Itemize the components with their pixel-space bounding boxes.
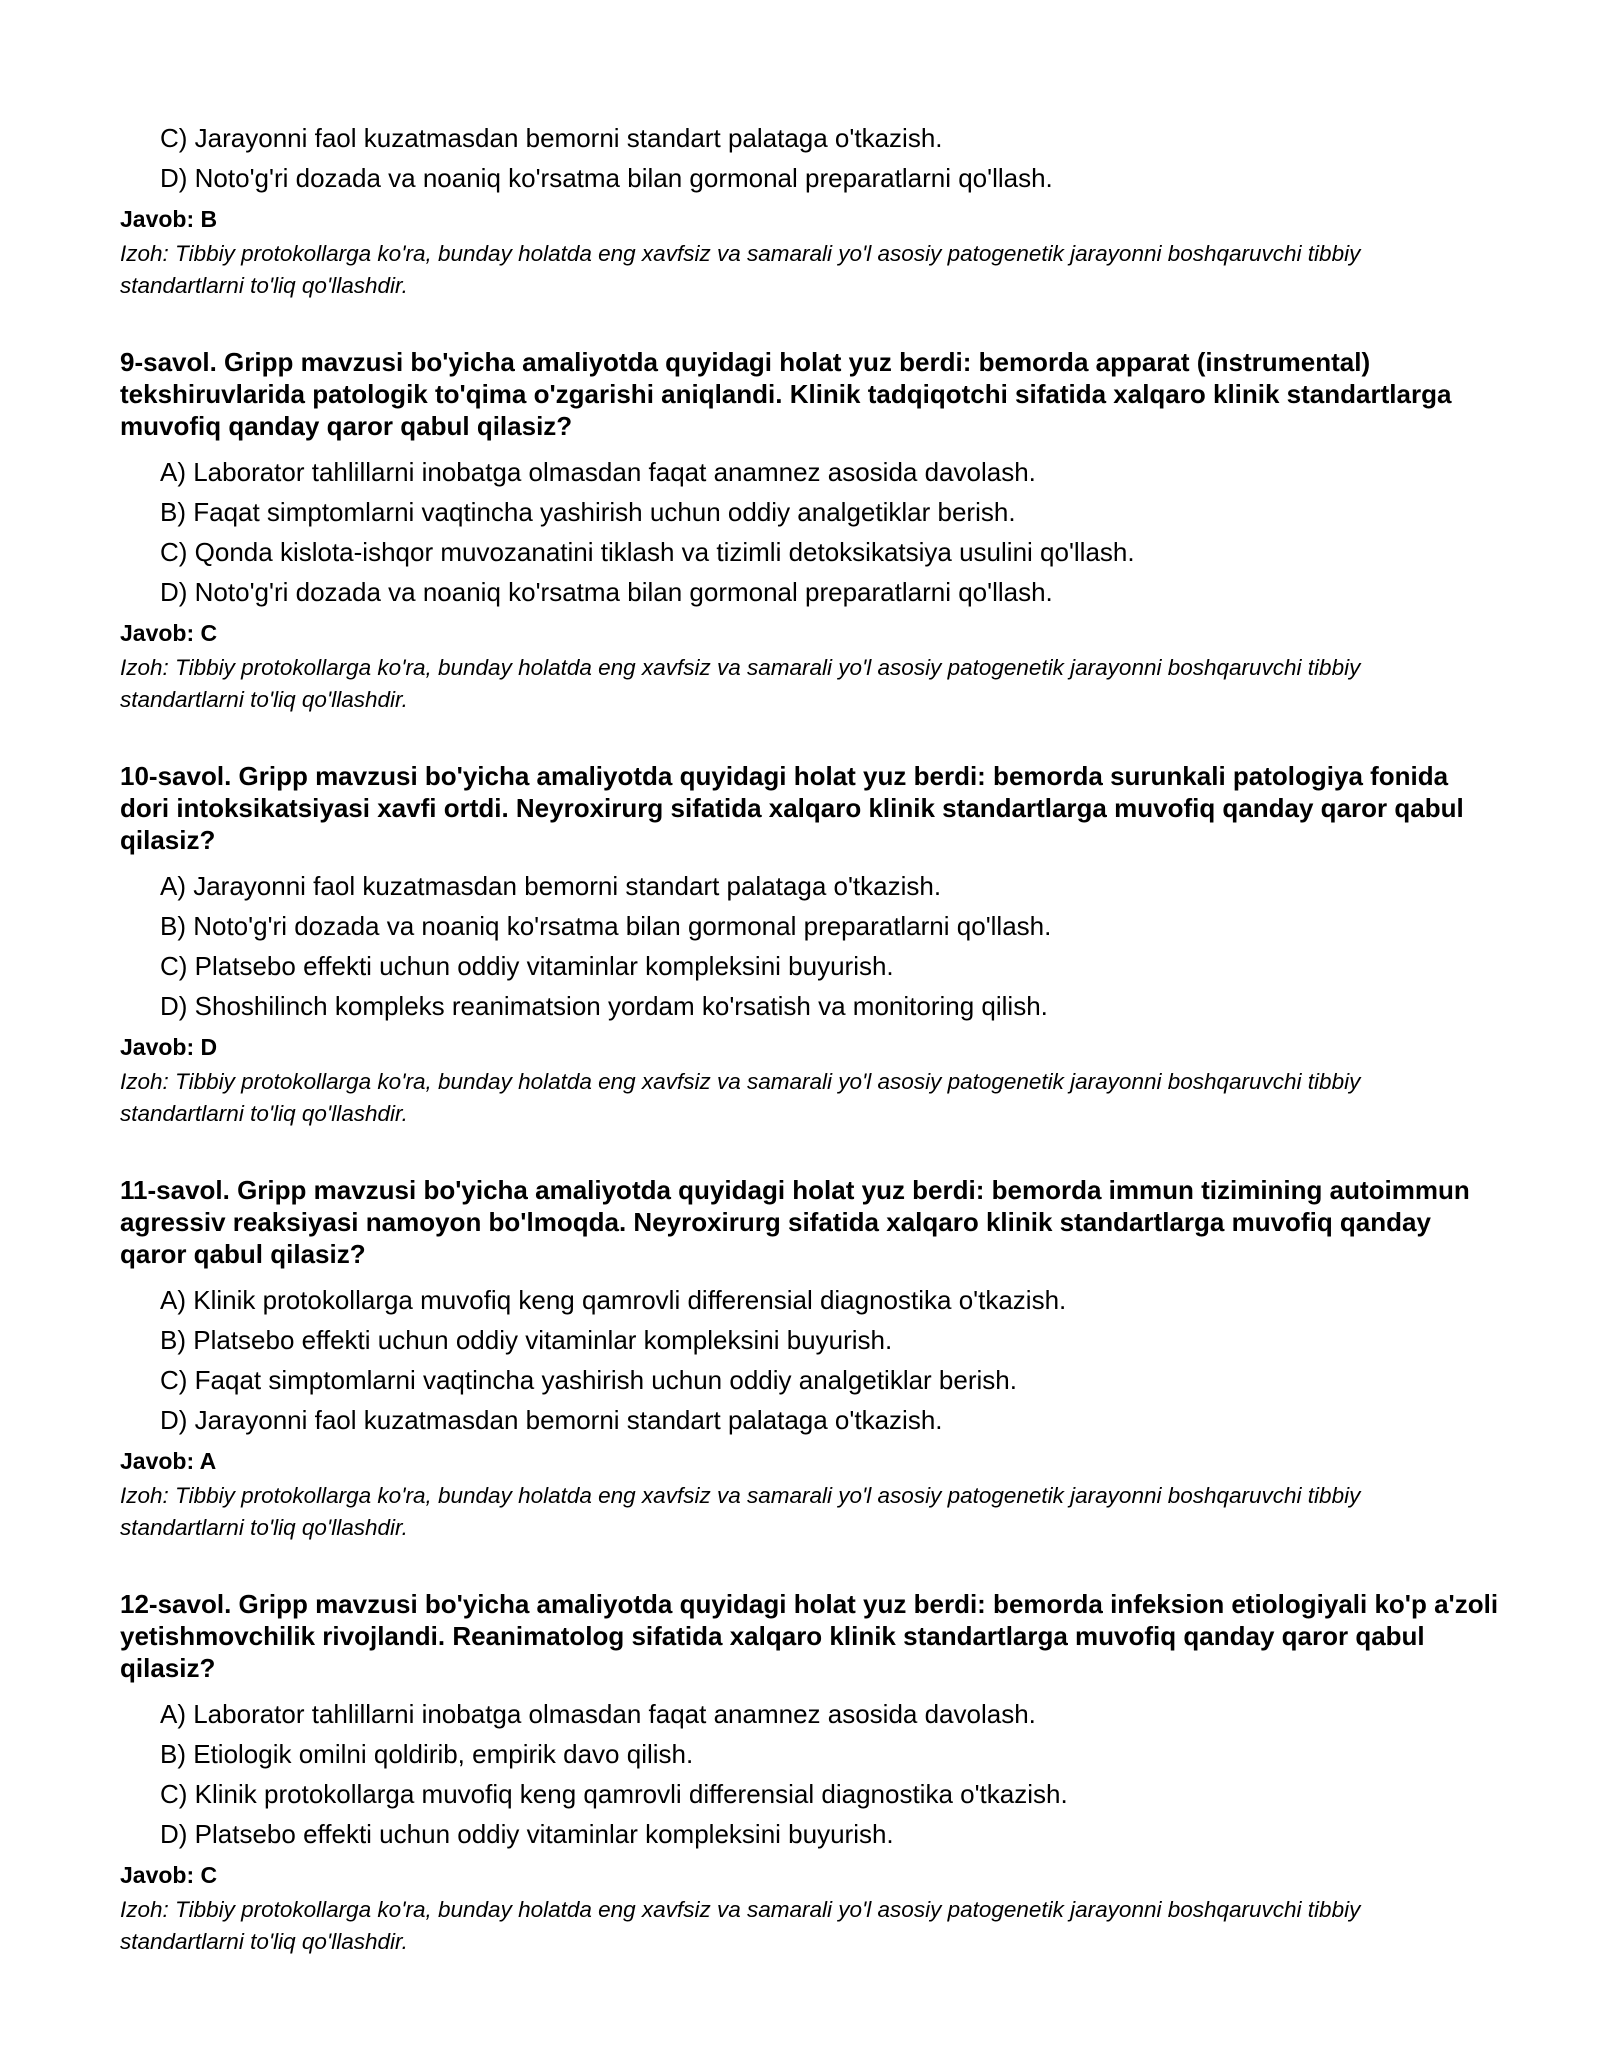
option-list	[120, 452, 1500, 612]
explanation-note: Izoh: Tibbiy protokollarga ko'ra, bunday holatda eng xavfsiz va samarali yo'l asosiy patogenetik jarayonni boshqaruvchi tibbiy standartlarni to'liq qo'llashdir.	[120, 1897, 1361, 1954]
option-a: A) Jarayonni faol kuzatmasdan bemorni standart palataga o'tkazish.	[160, 871, 942, 901]
option-c: C) Klinik protokollarga muvofiq keng qamrovli differensial diagnostika o'tkazish.	[160, 1779, 1068, 1809]
option-a: A) Laborator tahlillarni inobatga olmasdan faqat anamnez asosida davolash.	[160, 1699, 1036, 1729]
option-d: D) Shoshilinch kompleks reanimatsion yordam ko'rsatish va monitoring qilish.	[160, 991, 1048, 1021]
option-b: B) Faqat simptomlarni vaqtincha yashirish uchun oddiy analgetiklar berish.	[160, 497, 1016, 527]
question-9	[120, 346, 1500, 716]
option-list	[120, 118, 1500, 198]
explanation-note: Izoh: Tibbiy protokollarga ko'ra, bunday holatda eng xavfsiz va samarali yo'l asosiy patogenetik jarayonni boshqaruvchi tibbiy standartlarni to'liq qo'llashdir.	[120, 1483, 1361, 1540]
option-list	[120, 866, 1500, 1026]
option-b: B) Platsebo effekti uchun oddiy vitaminlar kompleksini buyurish.	[160, 1325, 893, 1355]
option-d: D) Platsebo effekti uchun oddiy vitaminlar kompleksini buyurish.	[160, 1819, 894, 1849]
question-continuation	[120, 118, 1500, 302]
question-text: 12-savol. Gripp mavzusi bo'yicha amaliyotda quyidagi holat yuz berdi: bemorda infeksion etiologiyali ko'p a'zoli yetishmovchilik rivojlandi. Reanimatolog sifatida xalqaro klinik standartlarga muvofiq qanday qaror qabul qilasiz?	[120, 1589, 1499, 1683]
option-list	[120, 1280, 1500, 1440]
question-10	[120, 760, 1500, 1130]
question-12	[120, 1588, 1500, 1958]
explanation-note: Izoh: Tibbiy protokollarga ko'ra, bunday holatda eng xavfsiz va samarali yo'l asosiy patogenetik jarayonni boshqaruvchi tibbiy standartlarni to'liq qo'llashdir.	[120, 241, 1361, 298]
answer-label: Javob: D	[120, 1034, 218, 1060]
option-a: A) Laborator tahlillarni inobatga olmasdan faqat anamnez asosida davolash.	[160, 457, 1036, 487]
explanation-note: Izoh: Tibbiy protokollarga ko'ra, bunday holatda eng xavfsiz va samarali yo'l asosiy patogenetik jarayonni boshqaruvchi tibbiy standartlarni to'liq qo'llashdir.	[120, 1069, 1361, 1126]
option-list	[120, 1694, 1500, 1854]
answer-label: Javob: A	[120, 1448, 217, 1474]
option-d: D) Noto'g'ri dozada va noaniq ko'rsatma bilan gormonal preparatlarni qo'llash.	[160, 163, 1053, 193]
option-b: B) Noto'g'ri dozada va noaniq ko'rsatma bilan gormonal preparatlarni qo'llash.	[160, 911, 1052, 941]
option-c: C) Platsebo effekti uchun oddiy vitaminlar kompleksini buyurish.	[160, 951, 894, 981]
explanation-note: Izoh: Tibbiy protokollarga ko'ra, bunday holatda eng xavfsiz va samarali yo'l asosiy patogenetik jarayonni boshqaruvchi tibbiy standartlarni to'liq qo'llashdir.	[120, 655, 1361, 712]
option-d: D) Noto'g'ri dozada va noaniq ko'rsatma bilan gormonal preparatlarni qo'llash.	[160, 577, 1053, 607]
option-d: D) Jarayonni faol kuzatmasdan bemorni standart palataga o'tkazish.	[160, 1405, 943, 1435]
question-text: 10-savol. Gripp mavzusi bo'yicha amaliyotda quyidagi holat yuz berdi: bemorda surunkali patologiya fonida dori intoksikatsiyasi xavfi ortdi. Neyroxirurg sifatida xalqaro klinik standartlarga muvofiq qanday qaror qabul qilasiz?	[120, 761, 1464, 855]
question-text: 9-savol. Gripp mavzusi bo'yicha amaliyotda quyidagi holat yuz berdi: bemorda apparat (instrumental) tekshiruvlarida patologik to'qima o'zgarishi aniqlandi. Klinik tadqiqotchi sifatida xalqaro klinik standartlarga muvofiq qanday qaror qabul qilasiz?	[120, 347, 1452, 441]
answer-label: Javob: B	[120, 206, 218, 232]
question-text: 11-savol. Gripp mavzusi bo'yicha amaliyotda quyidagi holat yuz berdi: bemorda immun tizimining autoimmun agressiv reaksiyasi namoyon bo'lmoqda. Neyroxirurg sifatida xalqaro klinik standartlarga muvofiq qanday qaror qabul qilasiz?	[120, 1175, 1470, 1269]
option-b: B) Etiologik omilni qoldirib, empirik davo qilish.	[160, 1739, 694, 1769]
question-11	[120, 1174, 1500, 1544]
answer-label: Javob: C	[120, 620, 218, 646]
answer-label: Javob: C	[120, 1862, 218, 1888]
option-a: A) Klinik protokollarga muvofiq keng qamrovli differensial diagnostika o'tkazish.	[160, 1285, 1067, 1315]
option-c: C) Faqat simptomlarni vaqtincha yashirish uchun oddiy analgetiklar berish.	[160, 1365, 1017, 1395]
option-c: C) Qonda kislota-ishqor muvozanatini tiklash va tizimli detoksikatsiya usulini qo'llash.	[160, 537, 1135, 567]
option-c: C) Jarayonni faol kuzatmasdan bemorni standart palataga o'tkazish.	[160, 123, 943, 153]
document-content	[120, 118, 1500, 1958]
